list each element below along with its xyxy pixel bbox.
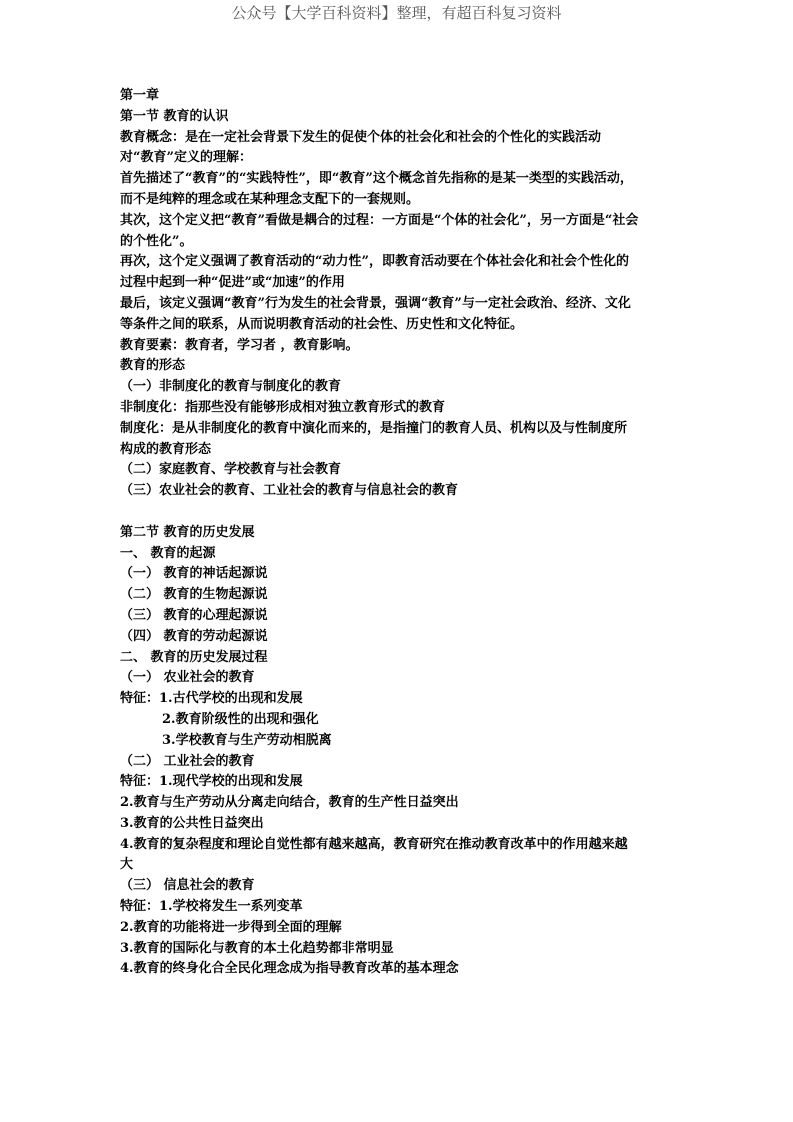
text-line: 特征：1.现代学校的出现和发展 <box>120 774 303 790</box>
text-line: 4.教育的终身化合全民化理念成为指导教育改革的基本理念 <box>120 961 459 977</box>
text-line: 2.教育阶级性的出现和强化 <box>162 711 319 727</box>
text-line: 大 <box>120 857 134 873</box>
text-line: 二、 教育的历史发展过程 <box>120 649 268 665</box>
text-line: 2.教育与生产劳动从分离走向结合，教育的生产性日益突出 <box>120 795 459 811</box>
text-line: 而不是纯粹的理念或在某种理念支配下的一套规则。 <box>120 191 420 207</box>
text-line: 3.教育的公共性日益突出 <box>120 815 264 831</box>
text-line: 首先描述了“教育”的“实践特性”，即“教育”这个概念首先指称的是某一类型的实践活动， <box>120 171 633 187</box>
text-line: 非制度化：指那些没有能够形成相对独立教育形式的教育 <box>120 399 446 415</box>
text-line: 一、 教育的起源 <box>120 545 216 561</box>
text-line: （三） 信息社会的教育 <box>120 878 255 894</box>
section-title: 第一节 教育的认识 <box>120 108 229 124</box>
text-line: 教育要素：教育者，学习者 ，教育影响。 <box>120 337 359 353</box>
chapter-title: 第一章 <box>120 88 160 103</box>
text-line: 3.学校教育与生产劳动相脱离 <box>162 732 332 748</box>
text-line: （二）家庭教育、学校教育与社会教育 <box>120 462 342 478</box>
text-line: 2.教育的功能将进一步得到全面的理解 <box>120 919 342 935</box>
document-body <box>120 86 676 980</box>
text-line: 制度化：是从非制度化的教育中演化而来的，是指撞门的教育人员、机构以及与性制度所 <box>120 420 628 436</box>
text-line: 教育概念：是在一定社会背景下发生的促使个体的社会化和社会的个性化的实践活动 <box>120 129 602 145</box>
text-line: 特征：1.学校将发生一系列变革 <box>120 899 303 915</box>
text-line: 其次，这个定义把“教育”看做是耦合的过程：一方面是“个体的社会化”，另一方面是“社会 <box>120 212 639 228</box>
text-line: （一）非制度化的教育与制度化的教育 <box>120 379 342 395</box>
text-line: （一） 农业社会的教育 <box>120 670 255 686</box>
text-line: （三）农业社会的教育、工业社会的教育与信息社会的教育 <box>120 483 459 499</box>
blank-line <box>120 502 676 523</box>
page-header: 公众号【大学百科资料】整理，有超百科复习资料 <box>231 4 562 22</box>
text-line: （四） 教育的劳动起源说 <box>120 628 268 644</box>
text-line: 4.教育的复杂程度和理论自觉性都有越来越高，教育研究在推动教育改革中的作用越来越 <box>120 836 628 852</box>
text-line: 最后，该定义强调“教育”行为发生的社会背景，强调“教育”与一定社会政治、经济、文化 <box>120 295 631 311</box>
section-title: 第二节 教育的历史发展 <box>120 524 255 540</box>
text-line: 教育的形态 <box>120 358 186 374</box>
text-line: 的个性化”。 <box>120 233 193 249</box>
text-line: 对“教育”定义的理解： <box>120 150 252 166</box>
text-line: 特征：1.古代学校的出现和发展 <box>120 691 303 707</box>
text-line: （二） 教育的生物起源说 <box>120 587 268 603</box>
text-line: 过程中起到一种“促进”或“加速”的作用 <box>120 275 345 291</box>
text-line: 再次，这个定义强调了教育活动的“动力性”，即教育活动要在个体社会化和社会个性化的 <box>120 254 629 270</box>
text-line: 等条件之间的联系，从而说明教育活动的社会性、历史性和文化特征。 <box>120 316 524 332</box>
text-line: （一） 教育的神话起源说 <box>120 566 268 582</box>
text-line: 3.教育的国际化与教育的本土化趋势都非常明显 <box>120 940 394 956</box>
text-line: （二） 工业社会的教育 <box>120 753 255 769</box>
text-line: 构成的教育形态 <box>120 441 212 457</box>
text-line: （三） 教育的心理起源说 <box>120 607 268 623</box>
